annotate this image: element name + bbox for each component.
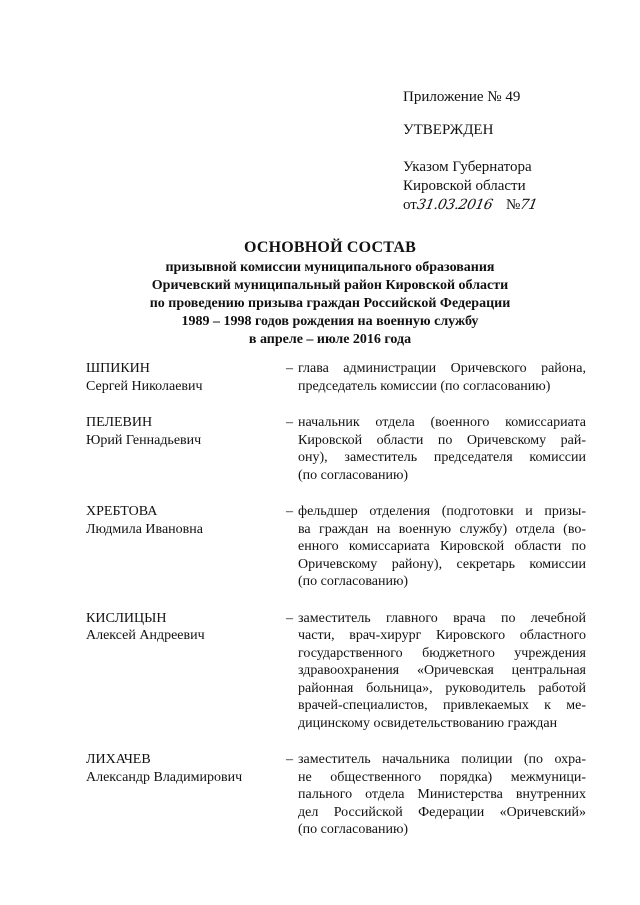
role-line: заместитель начальника полиции (по охра- xyxy=(298,752,586,767)
role-line: ва граждан на военную службу) отдела (во- xyxy=(298,521,586,537)
member-given-name: Алексей Андреевич xyxy=(86,628,205,643)
member-given-name: Сергей Николаевич xyxy=(86,378,203,394)
member-given-name: Александр Владимирович xyxy=(86,769,243,785)
role-line: председатель комиссии (по согласованию) xyxy=(298,378,551,394)
role-line: енного комиссариата Кировской области по xyxy=(298,539,586,554)
member-role xyxy=(298,360,586,395)
member-name xyxy=(86,610,286,733)
role-line: Оричевскому району), секретарь комиссии xyxy=(298,556,586,572)
member-dash: – xyxy=(286,610,293,626)
role-line: начальник отдела (военного комиссариата xyxy=(298,415,586,430)
handwritten-number: 71 xyxy=(519,197,539,213)
appendix-label: Приложение № 49 xyxy=(403,89,521,105)
member-entry xyxy=(86,751,586,839)
member-surname: ЛИХАЧЕВ xyxy=(86,752,151,767)
member-entry xyxy=(86,414,586,484)
member-dash: – xyxy=(286,415,293,430)
handwritten-date: 31.03.2016 xyxy=(415,197,494,213)
role-line: глава администрации Оричевского района, xyxy=(298,361,586,376)
approved-label: УТВЕРЖДЕН xyxy=(403,122,494,138)
title-line: 1989 – 1998 годов рождения на военную службу xyxy=(181,314,479,329)
member-dash: – xyxy=(286,752,293,767)
approval-block xyxy=(403,88,633,215)
document-title xyxy=(60,237,600,349)
date-prefix: от xyxy=(403,197,417,213)
role-line: фельдшер отделения (подготовки и призы- xyxy=(298,504,586,519)
member-entry xyxy=(86,610,586,733)
member-surname: КИСЛИЦЫН xyxy=(86,610,167,626)
role-line: части, врач-хирург Кировского областного xyxy=(298,628,586,643)
role-line: заместитель главного врача по лечебной xyxy=(298,610,586,626)
role-line: не общественного порядка) межмуници- xyxy=(298,769,586,785)
role-line: здравоохранения «Оричевская центральная xyxy=(298,663,586,678)
role-line: районная больница», руководитель работой xyxy=(298,680,586,696)
member-role xyxy=(298,610,586,733)
member-role xyxy=(298,503,586,591)
role-line: врачей-специалистов, привлекаемых к ме- xyxy=(298,698,586,713)
member-role xyxy=(298,414,586,484)
member-dash: – xyxy=(286,361,293,376)
role-line: государственного бюджетного учреждения xyxy=(298,645,586,661)
member-surname: ШПИКИН xyxy=(86,361,150,376)
member-dash: – xyxy=(286,504,293,519)
member-surname: ХРЕБТОВА xyxy=(86,504,158,519)
member-role xyxy=(298,751,586,839)
member-given-name: Людмила Ивановна xyxy=(86,521,203,537)
decree-date-line xyxy=(403,196,633,215)
title-main: ОСНОВНОЙ СОСТАВ xyxy=(244,239,416,256)
member-name xyxy=(86,414,286,484)
role-line: ону), заместитель председателя комиссии xyxy=(298,450,586,465)
role-line: (по согласованию) xyxy=(298,467,409,483)
member-name xyxy=(86,751,286,839)
member-name xyxy=(86,503,286,591)
role-line: Кировской области по Оричевскому рай- xyxy=(298,432,586,448)
role-line: (по согласованию) xyxy=(298,822,409,837)
role-line: дел Российской Федерации «Оричевский» xyxy=(298,804,586,820)
number-prefix: № xyxy=(506,197,521,213)
member-entry xyxy=(86,503,586,591)
title-line: Оричевский муниципальный район Кировской области xyxy=(151,278,509,293)
decree-line-2: Кировской области xyxy=(403,178,526,194)
role-line: (по согласованию) xyxy=(298,574,409,589)
role-line: дицинскому освидетельствованию граждан xyxy=(298,715,558,731)
title-line: в апреле – июле 2016 года xyxy=(248,332,412,347)
member-given-name: Юрий Геннадьевич xyxy=(86,432,202,448)
member-name xyxy=(86,360,286,395)
members-list xyxy=(86,360,586,839)
member-entry xyxy=(86,360,586,395)
role-line: пального отдела Министерства внутренних xyxy=(298,787,586,802)
decree-line-1: Указом Губернатора xyxy=(403,159,532,175)
member-surname: ПЕЛЕВИН xyxy=(86,415,153,430)
title-line: по проведению призыва граждан Российской Федерации xyxy=(149,296,511,311)
title-line: призывной комиссии муниципального образования xyxy=(165,260,495,275)
